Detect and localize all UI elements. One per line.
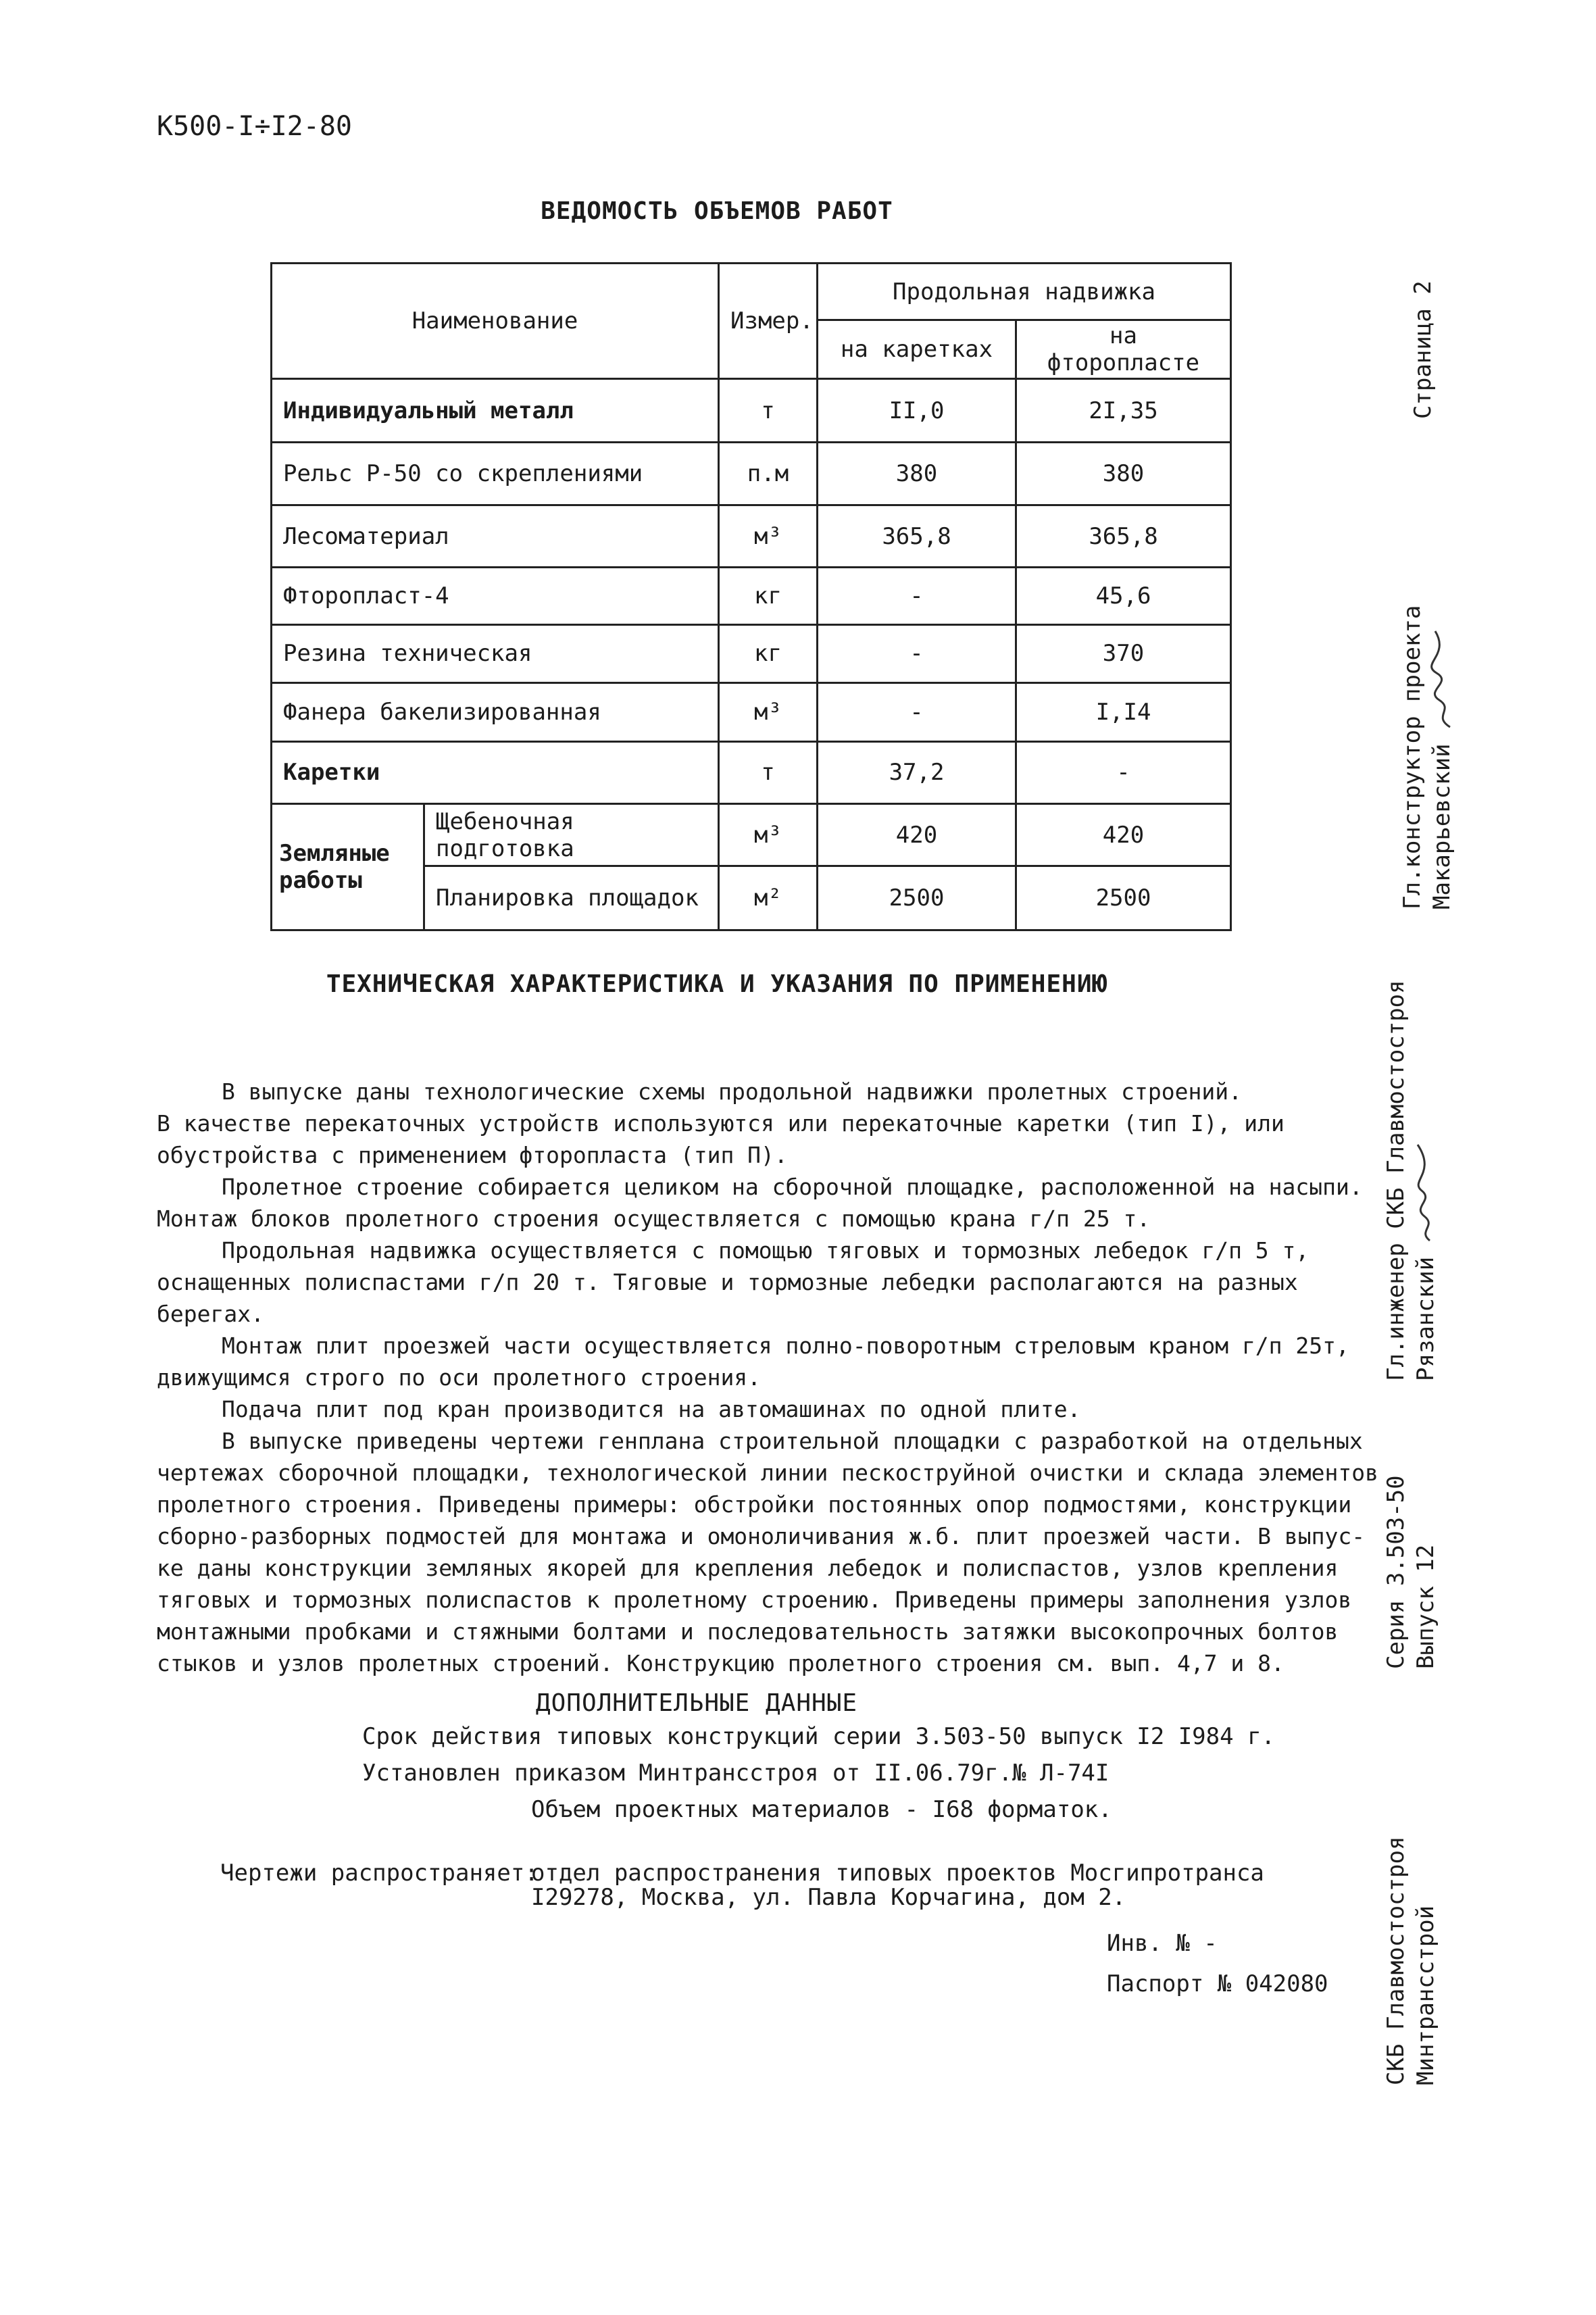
text-line: движущимся строго по оси пролетного строения. (157, 1364, 762, 1391)
row-unit: т (719, 741, 818, 803)
row-fluoro: 370 (1016, 624, 1231, 682)
table-row (272, 683, 1231, 741)
org-name-2: Минтрансстрой (1412, 1905, 1439, 2085)
row-carriage: 420 (818, 803, 1016, 866)
row-fluoro: 380 (1016, 443, 1231, 505)
row-carriage: 37,2 (818, 741, 1016, 803)
row-carriage: 2500 (818, 866, 1016, 930)
row-name: Планировка площадок (424, 866, 719, 930)
tech-text (157, 1076, 1378, 1679)
row-fluoro: 420 (1016, 803, 1231, 866)
chief-designer-stamp (1397, 605, 1457, 910)
document-code: К500-I÷I2-80 (157, 111, 352, 142)
chief-engineer-name: Рязанский (1412, 1256, 1439, 1381)
row-unit: м² (719, 866, 818, 930)
text-line: сборно-разборных подмостей для монтажа и омоноличивания ж.б. плит проезжей части. В выпус- (157, 1523, 1366, 1549)
order-line: Установлен приказом Минтрансстроя от II.06.79г.№ Л-74I (362, 1760, 1109, 1787)
series-stamp (1381, 1475, 1441, 1669)
row-unit: м³ (719, 505, 818, 567)
text-line: обустройства с применением фторопласта (тип П). (157, 1142, 788, 1168)
table-row (272, 568, 1231, 624)
text-line: Продольная надвижка осуществляется с помощью тяговых и тормозных лебедок г/п 5 т, (222, 1237, 1310, 1264)
row-name: Рельс Р-50 со скреплениями (272, 443, 719, 505)
row-unit: м³ (719, 683, 818, 741)
row-unit: т (719, 378, 818, 442)
earthworks-group: Земляные работы (272, 803, 424, 930)
text-line: Пролетное строение собирается целиком на сборочной площадке, расположенной на насыпи. (222, 1174, 1363, 1200)
table-row (272, 378, 1231, 442)
text-line: Подача плит под кран производится на автомашинах по одной плите. (222, 1396, 1081, 1422)
chief-designer-name: Макарьевский (1428, 743, 1455, 910)
row-fluoro: 2I,35 (1016, 378, 1231, 442)
text-line: Монтаж плит проезжей части осуществляется полно-поворотным стреловым краном г/п 25т, (222, 1333, 1349, 1359)
distribution-line-2: I29278, Москва, ул. Павла Корчагина, дом 2. (531, 1884, 1126, 1911)
text-line: монтажными пробками и стяжными болтами и последовательность затяжки высокопрочных болтов (157, 1618, 1339, 1645)
text-line: В выпуске приведены чертежи генплана строительной площадки с разработкой на отдельных (222, 1428, 1363, 1454)
row-fluoro: - (1016, 741, 1231, 803)
row-fluoro: 45,6 (1016, 568, 1231, 624)
row-carriage: 380 (818, 443, 1016, 505)
text-line: В выпуске даны технологические схемы продольной надвижки пролетных строений. (222, 1078, 1242, 1105)
text-line: пролетного строения. Приведены примеры: обстройки постоянных опор подмостями, конструкции (157, 1491, 1352, 1518)
org-name-1: СКБ Главмостостроя (1382, 1836, 1410, 2085)
header-name: Наименование (272, 264, 719, 379)
row-name: Фанера бакелизированная (272, 683, 719, 741)
row-name: Щебеночная подготовка (424, 803, 719, 866)
tech-title: ТЕХНИЧЕСКАЯ ХАРАКТЕРИСТИКА И УКАЗАНИЯ ПО ПРИМЕНЕНИЮ (326, 970, 1108, 998)
text-line: чертежах сборочной площадки, технологической линии пескоструйной очистки и склада элементов (157, 1460, 1378, 1486)
row-name: Индивидуальный металл (272, 378, 719, 442)
distribution-label: Чертежи распространяет: (220, 1860, 539, 1887)
row-name: Фторопласт-4 (272, 568, 719, 624)
chief-engineer-title: Гл.инженер СКБ Главмостостроя (1382, 980, 1410, 1381)
passport-number: Паспорт № 042080 (1107, 1970, 1328, 1997)
row-name: Лесоматериал (272, 505, 719, 567)
row-unit: кг (719, 568, 818, 624)
row-carriage: - (818, 683, 1016, 741)
issue-label: Выпуск 12 (1412, 1544, 1439, 1669)
text-line: берегах. (157, 1301, 264, 1327)
row-fluoro: 2500 (1016, 866, 1231, 930)
text-line: В качестве перекаточных устройств используются или перекаточные каретки (тип I), или (157, 1110, 1285, 1137)
header-unit: Измер. (719, 264, 818, 379)
row-carriage: 365,8 (818, 505, 1016, 567)
text-line: тяговых и тормозных полиспастов к пролетному строению. Приведены примеры заполнения узлов (157, 1587, 1352, 1613)
row-name: Каретки (272, 741, 719, 803)
table-row (272, 624, 1231, 682)
table-row (272, 505, 1231, 567)
row-fluoro: I,I4 (1016, 683, 1231, 741)
table-row (272, 803, 1231, 866)
table-row (272, 741, 1231, 803)
row-unit: кг (719, 624, 818, 682)
inventory-number: Инв. № - (1107, 1930, 1218, 1957)
header-fluoro: на фторопласте (1016, 320, 1231, 378)
text-line: оснащенных полиспастами г/п 20 т. Тяговые и тормозные лебедки располагаются на разных (157, 1269, 1298, 1295)
row-unit: м³ (719, 803, 818, 866)
row-unit: п.м (719, 443, 818, 505)
signature-icon (1430, 628, 1457, 730)
distribution-line-1: отдел распространения типовых проектов Мосгипротранса (531, 1860, 1264, 1887)
chief-engineer-stamp (1381, 980, 1441, 1381)
volumes-table (270, 262, 1232, 931)
validity-line: Срок действия типовых конструкций серии 3.503-50 выпуск I2 I984 г. (362, 1723, 1276, 1750)
text-line: ке даны конструкции земляных якорей для крепления лебедок и полиспастов, узлов крепления (157, 1555, 1339, 1581)
row-fluoro: 365,8 (1016, 505, 1231, 567)
signature-icon (1414, 1142, 1441, 1243)
series-label: Серия 3.503-50 (1382, 1475, 1410, 1669)
row-name: Резина техническая (272, 624, 719, 682)
text-line: стыков и узлов пролетных строений. Конструкцию пролетного строения см. вып. 4,7 и 8. (157, 1650, 1285, 1676)
header-carriage: на каретках (818, 320, 1016, 378)
volumes-title: ВЕДОМОСТЬ ОБЪЕМОВ РАБОТ (541, 197, 893, 225)
row-carriage: II,0 (818, 378, 1016, 442)
row-carriage: - (818, 568, 1016, 624)
org-stamp (1381, 1837, 1441, 2085)
text-line: Монтаж блоков пролетного строения осуществляется с помощью крана г/п 25 т. (157, 1205, 1151, 1232)
chief-designer-title: Гл.конструктор проекта (1399, 605, 1426, 910)
header-group: Продольная надвижка (818, 264, 1231, 320)
page-stamp: Страница 2 (1410, 280, 1437, 419)
additional-title: ДОПОЛНИТЕЛЬНЫЕ ДАННЫЕ (535, 1689, 858, 1717)
volume-line: Объем проектных материалов - I68 форматок. (531, 1796, 1112, 1823)
row-carriage: - (818, 624, 1016, 682)
table-row (272, 443, 1231, 505)
